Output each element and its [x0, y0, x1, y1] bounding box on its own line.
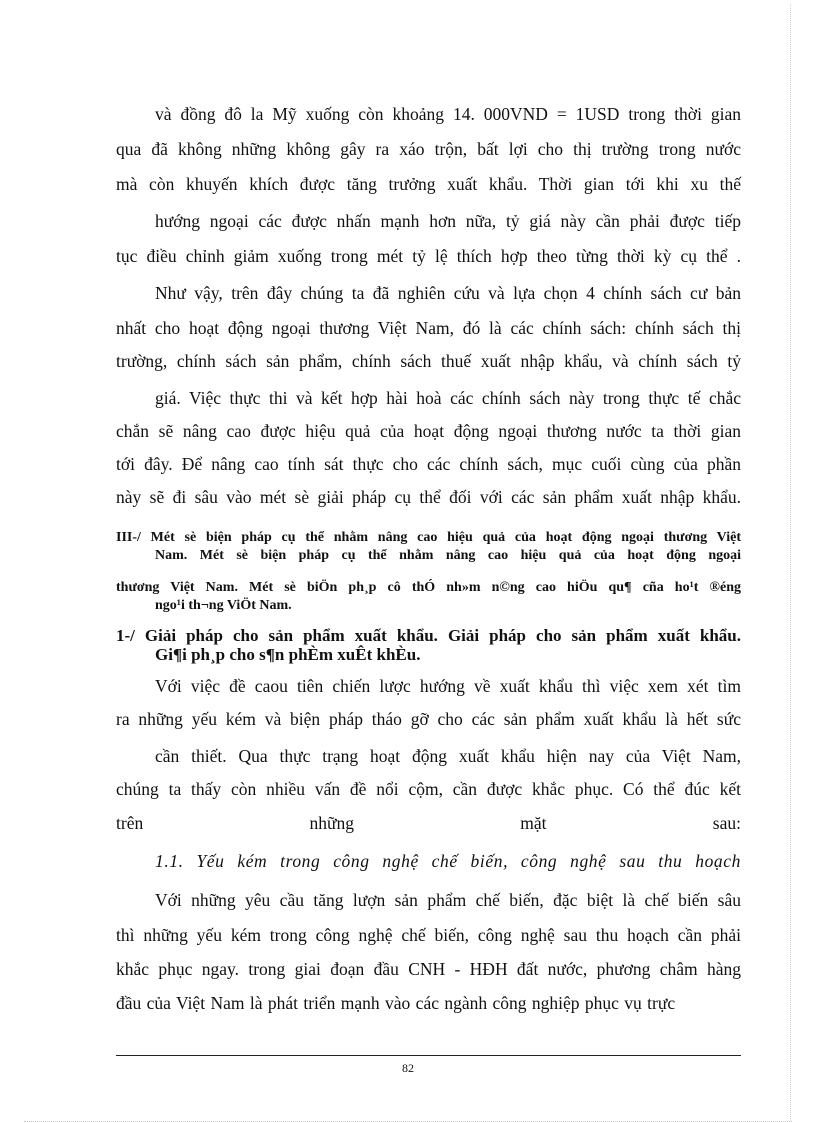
page-edge-right: [790, 4, 791, 1121]
text-line: qua đã không những không gây ra xáo trộn, bất lợi cho thị trường trong nước: [116, 139, 741, 159]
section-heading-line: ngo¹i th¬ng ViÖt Nam.: [155, 598, 292, 613]
page-number: 82: [402, 1061, 414, 1075]
section-heading-line: III-/ Mét sè biện pháp cụ thể nhằm nâng cao hiệu quả của hoạt động ngoại thương Việt: [116, 530, 741, 545]
text-line: hướng ngoại các được nhấn mạnh hơn nữa, tỷ giá này cần phải được tiếp: [155, 211, 741, 231]
text-line: và đồng đô la Mỹ xuống còn khoảng 14. 000VND = 1USD trong thời gian: [155, 104, 741, 124]
text-line: khắc phục ngay. trong giai đoạn đầu CNH - HĐH đất nước, phương châm hàng: [116, 959, 741, 979]
text-line: tới đây. Để nâng cao tính sát thực cho các chính sách, mục cuối cùng của phần: [116, 454, 741, 474]
text-line: nhất cho hoạt động ngoại thương Việt Nam, đó là các chính sách: chính sách thị: [116, 318, 741, 338]
section-heading-line: Nam. Mét sè biện pháp cụ thể nhằm nâng cao hiệu quả của hoạt động ngoại: [155, 548, 741, 563]
section-heading-line: thương Việt Nam. Mét sè biÖn ph¸p cô thÓ nh»m n©ng cao hiÖu qu¶ cña ho¹t ®éng: [116, 580, 741, 595]
italic-subheading: 1.1. Yếu kém trong công nghệ chế biến, công nghệ sau thu hoạch: [155, 851, 741, 871]
subsection-heading-line: Gi¶i ph¸p cho s¶n phÈm xuÊt khÈu.: [155, 645, 421, 664]
text-line: mà còn khuyến khích được tăng trưởng xuất khẩu. Thời gian tới khi xu thế: [116, 174, 741, 194]
text-line: tục điều chỉnh giảm xuống trong mét tỷ lệ thích hợp theo từng thời kỳ cụ thể .: [116, 246, 741, 266]
footer-rule: [116, 1055, 741, 1056]
text-line: giá. Việc thực thi và kết hợp hài hoà các chính sách này trong thực tế chắc: [155, 388, 741, 408]
text-line: trường, chính sách sản phẩm, chính sách thuế xuất nhập khẩu, và chính sách tỷ: [116, 351, 741, 371]
text-line: ra những yếu kém và biện pháp tháo gỡ cho các sản phẩm xuất khẩu là hết sức: [116, 709, 741, 729]
text-line: này sẽ đi sâu vào mét sè giải pháp cụ thể đối với các sản phẩm xuất nhập khẩu.: [116, 487, 741, 507]
text-line: đầu của Việt Nam là phát triển mạnh vào các ngành công nghiệp phục vụ trực: [116, 993, 676, 1013]
subsection-heading-line: 1-/ Giải pháp cho sản phẩm xuất khẩu. Giải pháp cho sản phẩm xuất khẩu.: [116, 626, 741, 645]
text-line: thì những yếu kém trong công nghệ chế biến, công nghệ sau thu hoạch cần phải: [116, 925, 741, 945]
page-edge-bottom: [24, 1121, 792, 1122]
text-line: Như vậy, trên đây chúng ta đã nghiên cứu và lựa chọn 4 chính sách cư bản: [155, 283, 741, 303]
text-line: cần thiết. Qua thực trạng hoạt động xuất khẩu hiện nay của Việt Nam,: [155, 746, 741, 766]
text-line: trên những mặt sau:: [116, 813, 741, 833]
text-line: Với việc đề caou tiên chiến lược hướng về xuất khẩu thì việc xem xét tìm: [155, 676, 741, 696]
text-line: Với những yêu cầu tăng lượn sản phẩm chế biến, đặc biệt là chế biến sâu: [155, 890, 741, 910]
text-line: chắn sẽ nâng cao được hiệu quả của hoạt động ngoại thương nước ta thời gian: [116, 421, 741, 441]
text-line: chúng ta thấy còn nhiều vấn đề nổi cộm, cần được khắc phục. Có thể đúc kết: [116, 779, 741, 799]
